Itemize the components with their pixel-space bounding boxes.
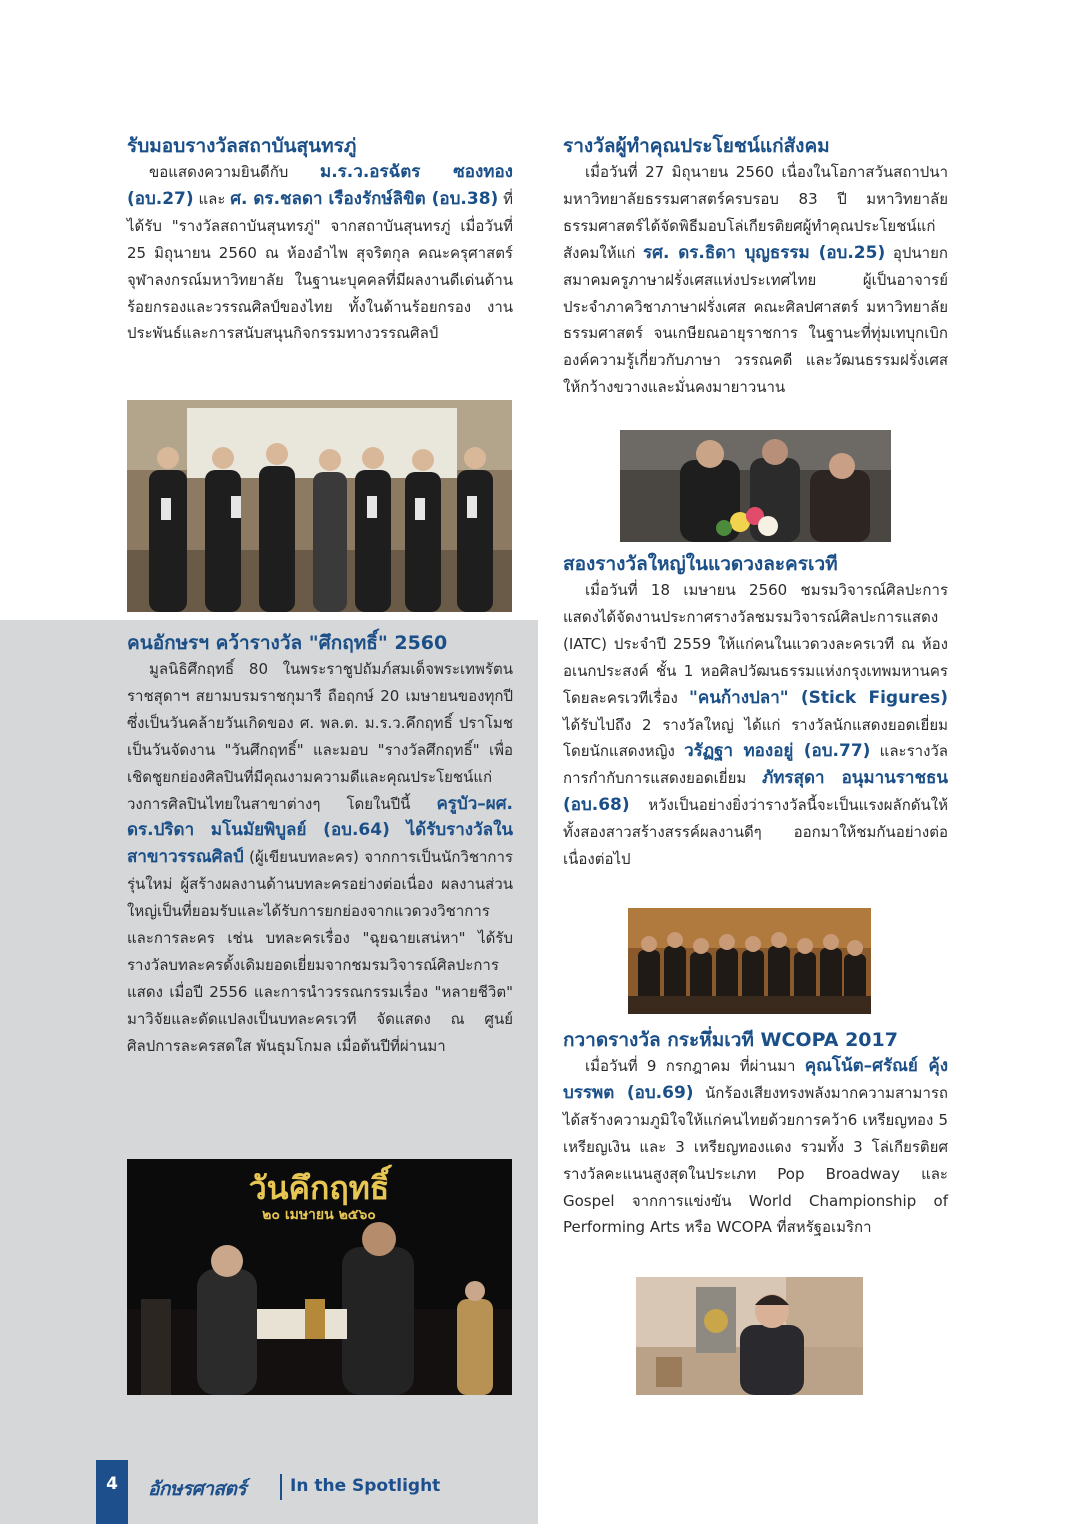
article-social-contribution-award [563, 133, 948, 401]
banner-title: วันคึกฤทธิ์ [248, 1169, 390, 1207]
body-text: เมื่อวันที่ 27 มิถุนายน 2560 เนื่องในโอกาสวันสถาปนามหาวิทยาลัยธรรมศาสตร์ครบรอบ 83 ปี มหาวิทยาลัยธรรมศาสตร์ได้จัดพิธีมอบโล่เกียรติยศผู้ทำคุณประโยชน์แก่สังคมให้แก่ [563, 163, 948, 262]
photo-kukrit-day [127, 1159, 512, 1395]
body-text: และ [193, 189, 231, 208]
body-text: เมื่อวันที่ 9 กรกฎาคม ที่ผ่านมา [585, 1057, 805, 1075]
body-text: ได้รับไปถึง 2 รางวัลใหญ่ ได้แก่ รางวัลนักแสดงยอดเยี่ยมโดยนักแสดงหญิง [563, 715, 948, 761]
highlight-name: ม.ร.ว.อรฉัตร ซองทอง (อบ.27) [127, 162, 513, 209]
article-title: รับมอบรางวัลสถาบันสุนทรภู่ [127, 135, 357, 157]
article-kukrit-award [127, 630, 513, 1060]
body-text: นักร้องเสียงทรงพลังมากความสามารถได้สร้างความภูมิใจให้แก่คนไทยด้วยการคว้า6 เหรียญทอง 5 เหรียญเงิน และ 3 เหรียญทองแดง รวมทั้ง 3 โล่เกียรติยศ รางวัลคะแนนสูงสุดในประเภท Pop Broadway และ Gospel จากการแข่งขัน World Championship of Performing Arts หรือ WCOPA ที่สหรัฐอเมริกา [563, 1083, 948, 1237]
body-text: มูลนิธิศึกฤทธิ์ 80 ในพระราชูปถัมภ์สมเด็จพระเทพรัตนราชสุดาฯ สยามบรมราชกุมารี ถือฤกษ์ 20 เมษายนของทุกปี ซึ่งเป็นวันคล้ายวันเกิดของ ศ. พล.ต. ม.ร.ว.คึกฤทธิ์ ปราโมช เป็นวันจัดงาน "วันศึกฤทธิ์" และมอบ "รางวัลศึกฤทธิ์" เพื่อเชิดชูยกย่องศิลปินที่มีคุณงามความดีและคุณประโยชน์แก่วงการศิลปินไทยในสาขาต่างๆ โดยในปีนี้ [127, 660, 513, 813]
article-title: สองรางวัลใหญ่ในแวดวงละครเวที [563, 553, 838, 575]
photo-award-ceremony [620, 430, 891, 542]
section-name: In the Spotlight [290, 1476, 441, 1496]
photo-wcopa-singer [636, 1277, 863, 1395]
highlight-name: "คนก้างปลา" (Stick Figures) [689, 687, 948, 708]
body-text: และรางวัลการกำกับการแสดงยอดเยี่ยม [563, 742, 949, 788]
highlight-name: ศ. ดร.ชลดา เรืองรักษ์ลิขิต (อบ.38) [230, 188, 499, 209]
footer-divider [280, 1474, 282, 1500]
magazine-logo: อักษรศาสตร์ [148, 1478, 247, 1500]
highlight-name: วรัฏฐา ทองอยู่ (อบ.77) [684, 741, 871, 762]
article-theatre-awards [563, 551, 948, 873]
article-sunthornphu-award [127, 133, 513, 347]
body-text: (ผู้เขียนบทละคร) จากการเป็นนักวิชาการรุ่นใหม่ ผู้สร้างผลงานด้านบทละครอย่างต่อเนื่อง ผลงานส่วนใหญ่เป็นที่ยอมรับและได้รับการยกย่องจากแวดวงวิชาการและการละคร เช่น บทละครเรื่อง "ฉุยฉายเสน่หา" ได้รับรางวัลบทละครดั้งเดิมยอดเยี่ยมจากชมรมวิจารณ์ศิลปะการแสดง เมื่อปี 2556 และการนำวรรณกรรมเรื่อง "หลายชีวิต" มาวิจัยและดัดแปลงเป็นบทละครเวที จัดแสดง ณ ศูนย์ศิลปการละครสดใส พันธุมโกมล เมื่อต้นปีที่ผ่านมา [127, 848, 513, 1055]
article-body [127, 656, 513, 1060]
article-title: คนอักษรฯ คว้ารางวัล "ศึกฤทธิ์" 2560 [127, 632, 448, 654]
article-body [563, 1053, 948, 1241]
photo-award-group [127, 400, 512, 612]
highlight-name: คุณโน้ต–ศรัณย์ คุ้งบรรพต (อบ.69) [563, 1056, 948, 1103]
article-title: กวาดรางวัล กระหึ่มเวที WCOPA 2017 [563, 1029, 898, 1051]
banner-date: ๒๐ เมษายน ๒๕๖๐ [262, 1207, 376, 1223]
article-body [127, 159, 513, 347]
photo-theatre-group [628, 908, 871, 1014]
body-text: เมื่อวันที่ 18 เมษายน 2560 ชมรมวิจารณ์ศิลปะการแสดงได้จัดงานประกาศรางวัลชมรมวิจารณ์ศิลปะการแสดง (IATC) ประจำปี 2559 ให้แก่คนในแวดวงละครเวที ณ ห้องอเนกประสงค์ ชั้น 1 หอศิลปวัฒนธรรมแห่งกรุงเทพมหานคร โดยละครเวทีเรื่อง [563, 581, 948, 707]
article-body [563, 577, 948, 873]
body-text: หวังเป็นอย่างยิ่งว่ารางวัลนี้จะเป็นแรงผลักดันให้ทั้งสองสาวสร้างสรรค์ผลงานดีๆ ออกมาให้ชมกันอย่างต่อเนื่องต่อไป [563, 796, 948, 869]
body-text: ขอแสดงความยินดีกับ [149, 163, 321, 181]
body-text: อุปนายกสมาคมครูภาษาฝรั่งเศสแห่งประเทศไทย ผู้เป็นอาจารย์ประจำภาควิชาภาษาฝรั่งเศส คณะศิลปศาสตร์ มหาวิทยาลัยธรรมศาสตร์ จนเกษียณอายุราชการ ในฐานะที่ทุ่มเทบุกเบิกองค์ความรู้เกี่ยวกับภาษา วรรณคดี และวัฒนธรรมฝรั่งเศสให้กว้างขวางและมั่นคงมายาวนาน [563, 243, 948, 397]
article-title: รางวัลผู้ทำคุณประโยชน์แก่สังคม [563, 135, 830, 157]
highlight-name: รศ. ดร.ธิดา บุญธรรม (อบ.25) [643, 242, 886, 263]
body-text: ที่ได้รับ "รางวัลสถาบันสุนทรภู่" จากสถาบันสุนทรภู่ เมื่อวันที่ 25 มิถุนายน 2560 ณ ห้องอำไพ สุจริตกุล คณะครุศาสตร์ จุฬาลงกรณ์มหาวิทยาลัย ในฐานะบุคคลที่มีผลงานดีเด่นด้านร้อยกรองและวรรณศิลป์ของไทย ทั้งในด้านร้อยกรอง งานประพันธ์และการสนับสนุนกิจกรรมทางวรรณศิลป์ [127, 189, 513, 343]
page-number: 4 [106, 1474, 118, 1494]
highlight-name: ครูบัว–ผศ. ดร.ปริดา มโนมัยพิบูลย์ (อบ.64) ได้รับรางวัลในสาขาวรรณศิลป์ [127, 793, 513, 868]
highlight-name: ภัทรสุดา อนุมานราชธน (อบ.68) [563, 768, 948, 816]
article-wcopa-2017 [563, 1027, 948, 1241]
article-body [563, 159, 948, 401]
